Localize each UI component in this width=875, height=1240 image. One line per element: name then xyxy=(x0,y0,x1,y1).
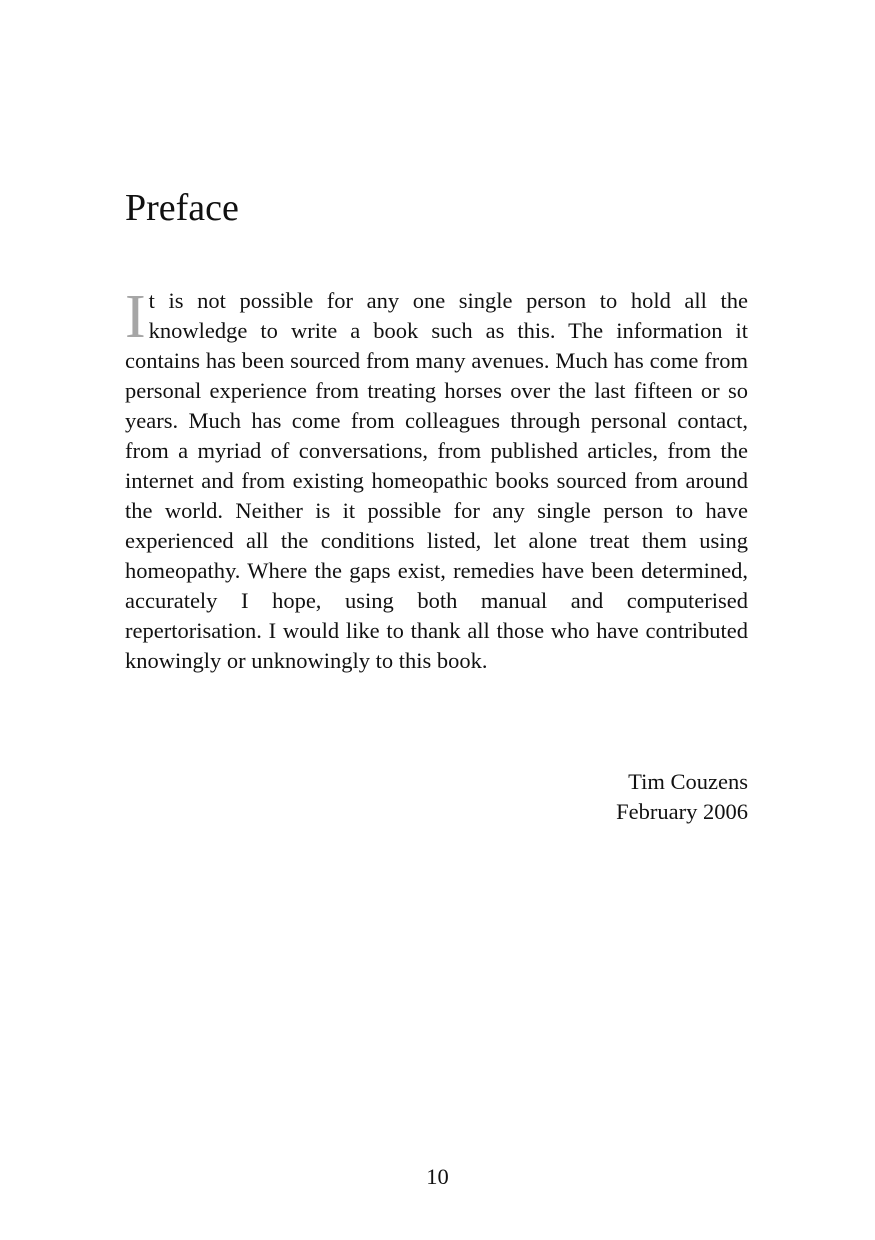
drop-cap-letter: I xyxy=(125,283,146,351)
signature-block xyxy=(616,767,748,827)
author-name: Tim Couzens xyxy=(628,769,748,794)
signature-date: February 2006 xyxy=(616,799,748,824)
page-title: Preface xyxy=(125,187,239,229)
preface-text: t is not possible for any one single person to hold all the knowledge to write a book such as this. The information it contains has been sourced from many avenues. Much has come from personal experience from treating horses over the last fifteen or so years. Much has come from colleagues through personal contact, from a myriad of conversations, from published articles, from the internet and from existing homeopathic books sourced from around the world. Neither is it possible for any single person to have experienced all the conditions listed, let alone treat them using homeopathy. Where the gaps exist, remedies have been determined, accurately I hope, using both manual and computerised repertorisation. I would like to thank all those who have contributed knowingly or unknowingly to this book. xyxy=(125,288,748,673)
preface-paragraph xyxy=(125,283,748,676)
page-number: 10 xyxy=(426,1164,449,1189)
